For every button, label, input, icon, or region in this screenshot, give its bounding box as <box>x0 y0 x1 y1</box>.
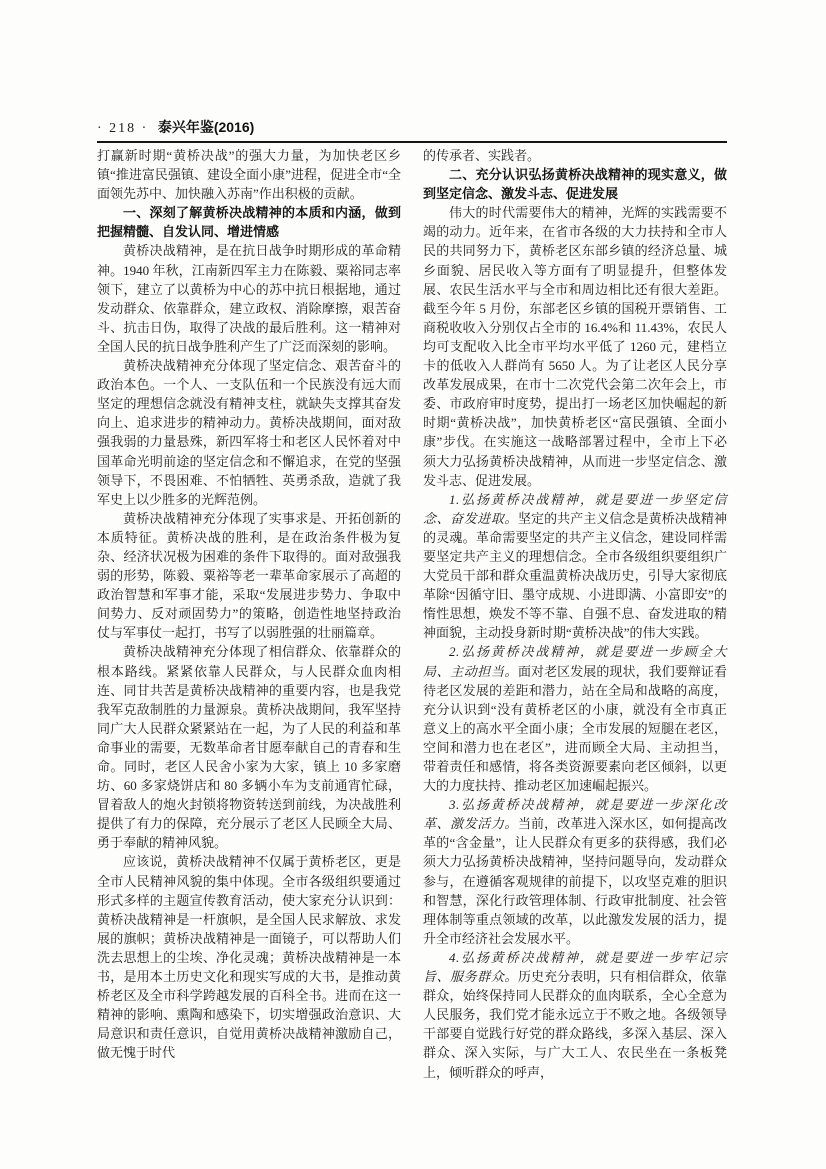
paragraph: 黄桥决战精神，是在抗日战争时期形成的革命精神。1940 年秋，江南新四军主力在陈毅、粟裕同志率领下，建立了以黄桥为中心的苏中抗日根据地，通过发动群众、依靠群众，建立政权、消除摩擦，艰苦奋斗、抗击日伪，取得了决战的最后胜利。这一精神对全国人民的抗日战争胜利产生了广泛而深刻的影响。 <box>97 243 401 354</box>
numbered-item-3 <box>423 795 727 948</box>
numbered-item-2 <box>423 642 727 795</box>
paragraph: 伟大的时代需要伟大的精神，光辉的实践需要不竭的动力。近年来，在省市各级的大力扶持和全市人民的共同努力下，黄桥老区东部乡镇的经济总量、城乡面貌、居民收入等方面有了明显提升，但整体发展、农民生活水平与全市和周边相比还有很大差距。截至今年 5 月份，东部老区乡镇的国税开票销售、工商税收收入分别仅占全市的 16.4%和 11.43%，农民人均可支配收入比全市平均水平低了 1260 元，建档立卡的低收入人群尚有 5650 人。为了让老区人民分享改革发展成果，在市十二次党代会第二次年会上，市委、市政府审时度势，提出打一场老区加快崛起的新时期“黄桥决战”，加快黄桥老区“富民强镇、全面小康”步伐。在实施这一战略部署过程中，全市上下必须大力弘扬黄桥决战精神，从而进一步坚定信念、激发斗志、促进发展。 <box>423 205 727 488</box>
right-column <box>423 146 727 1082</box>
left-column <box>97 146 401 1063</box>
paragraph: 黄桥决战精神充分体现了实事求是、开拓创新的本质特征。黄桥决战的胜利，是在政治条件极为复杂、经济状况极为困难的条件下取得的。面对敌强我弱的形势，陈毅、粟裕等老一辈革命家展示了高超的政治智慧和军事才能，采取“发展进步势力、争取中间势力、反对顽固势力”的策略，创造性地坚持政治仗与军事仗一起打，书写了以弱胜强的壮丽篇章。 <box>97 510 401 641</box>
item-lead: 2.弘扬黄桥决战精神，就是要进一步顾全大局、主动担当。 <box>423 644 727 679</box>
numbered-item-4 <box>423 948 727 1082</box>
paragraph-continued: 打赢新时期“黄桥决战”的强大力量，为加快老区乡镇“推进富民强镇、建设全面小康”进程，促进全市“全面领先苏中、加快融入苏南”作出积极的贡献。 <box>97 148 401 202</box>
header-rule <box>97 141 727 143</box>
book-title: 泰兴年鉴(2016) <box>157 119 255 135</box>
section-heading-1: 一、深刻了解黄桥决战精神的本质和内涵，做到把握精髓、自发认同、增进情感 <box>97 205 401 240</box>
item-lead: 1.弘扬黄桥决战精神，就是要进一步坚定信念、奋发进取。 <box>423 491 727 526</box>
paragraph: 黄桥决战精神充分体现了相信群众、依靠群众的根本路线。紧紧依靠人民群众，与人民群众血肉相连、同甘共苦是黄桥决战精神的重要内容，也是我党我军克敌制胜的力量源泉。黄桥决战期间，我军坚持同广大人民群众紧紧站在一起，为了人民的利益和革命事业的需要，无数革命者甘愿奉献自己的青春和生命。同时，老区人民舍小家为大家，镇上 10 多家磨坊、60 多家烧饼店和 80 多辆小车为支前通宵忙碌，冒着敌人的炮火封锁将物资转送到前线，为决战胜利提供了有力的保障，充分展示了老区人民顾全大局、勇于奉献的精神风貌。 <box>97 644 401 851</box>
item-body: 面对老区发展的现状，我们要辩证看待老区发展的差距和潜力，站在全局和战略的高度，充分认识到“没有黄桥老区的小康，就没有全市真正意义上的高水平全面小康；全市发展的短腿在老区，空间和潜力也在老区”，进而顾全大局、主动担当，带着责任和感情，将各类资源要素向老区倾斜，以更大的力度扶持、推动老区加速崛起振兴。 <box>423 663 727 794</box>
item-body: 历史充分表明，只有相信群众，依靠群众，始终保持同人民群众的血肉联系，全心全意为人民服务，我们党才能永远立于不败之地。各级领导干部要自觉践行好党的群众路线，多深入基层、深入群众、深入实际，与广大工人、农民坐在一条板凳上，倾听群众的呼声， <box>423 969 727 1080</box>
numbered-item-1 <box>423 490 727 643</box>
item-lead: 3.弘扬黄桥决战精神，就是要进一步深化改革、激发活力。 <box>423 797 727 832</box>
section-heading-2: 二、充分认识弘扬黄桥决战精神的现实意义，做到坚定信念、激发斗志、促进发展 <box>423 167 727 202</box>
item-body: 当前，改革进入深水区，如何提高改革的“含金量”，让人民群众有更多的获得感，我们必须大力弘扬黄桥决战精神，坚持问题导向，发动群众参与，在遵循客观规律的前提下，以攻坚克难的胆识和智慧，深化行政管理体制、行政审批制度、社会管理体制等重点领域的改革，以此激发发展的活力，提升全市经济社会发展水平。 <box>423 816 727 946</box>
paragraph: 应该说，黄桥决战精神不仅属于黄桥老区，更是全市人民精神风貌的集中体现。全市各级组织要通过形式多样的主题宣传教育活动，使大家充分认识到：黄桥决战精神是一杆旗帜，是全国人民求解放、求发展的旗帜；黄桥决战精神是一面镜子，可以帮助人们洗去思想上的尘埃、净化灵魂；黄桥决战精神是一本书，是用本土历史文化和现实写成的大书，是推动黄桥老区及全市科学跨越发展的百科全书。进而在这一精神的影响、熏陶和感染下，切实增强政治意识、大局意识和责任意识，自觉用黄桥决战精神激励自己，做无愧于时代 <box>97 854 401 1061</box>
item-body: 坚定的共产主义信念是黄桥决战精神的灵魂。革命需要坚定的共产主义信念，建设同样需要坚定共产主义的理想信念。全市各级组织要组织广大党员干部和群众重温黄桥决战历史，引导大家彻底革除“因循守旧、墨守成规、小进即满、小富即安”的惰性思想，焕发不等不靠、自强不息、奋发进取的精神面貌，主动投身新时期“黄桥决战”的伟大实践。 <box>423 510 727 641</box>
paragraph-continued: 的传承者、实践者。 <box>423 148 541 163</box>
page-number: · 218 · <box>97 121 149 136</box>
paragraph: 黄桥决战精神充分体现了坚定信念、艰苦奋斗的政治本色。一个人、一支队伍和一个民族没有远大而坚定的理想信念就没有精神支柱，就缺失支撑其奋发向上、追求进步的精神动力。黄桥决战期间，面对敌强我弱的力量悬殊，新四军将士和老区人民怀着对中国革命光明前途的坚定信念和不懈追求，在党的坚强领导下，不畏困难、不怕牺牲、英勇杀敌，造就了我军史上以少胜多的光辉范例。 <box>97 358 401 507</box>
item-lead: 4.弘扬黄桥决战精神，就是要进一步牢记宗旨、服务群众。 <box>423 949 727 985</box>
running-header <box>97 116 727 138</box>
